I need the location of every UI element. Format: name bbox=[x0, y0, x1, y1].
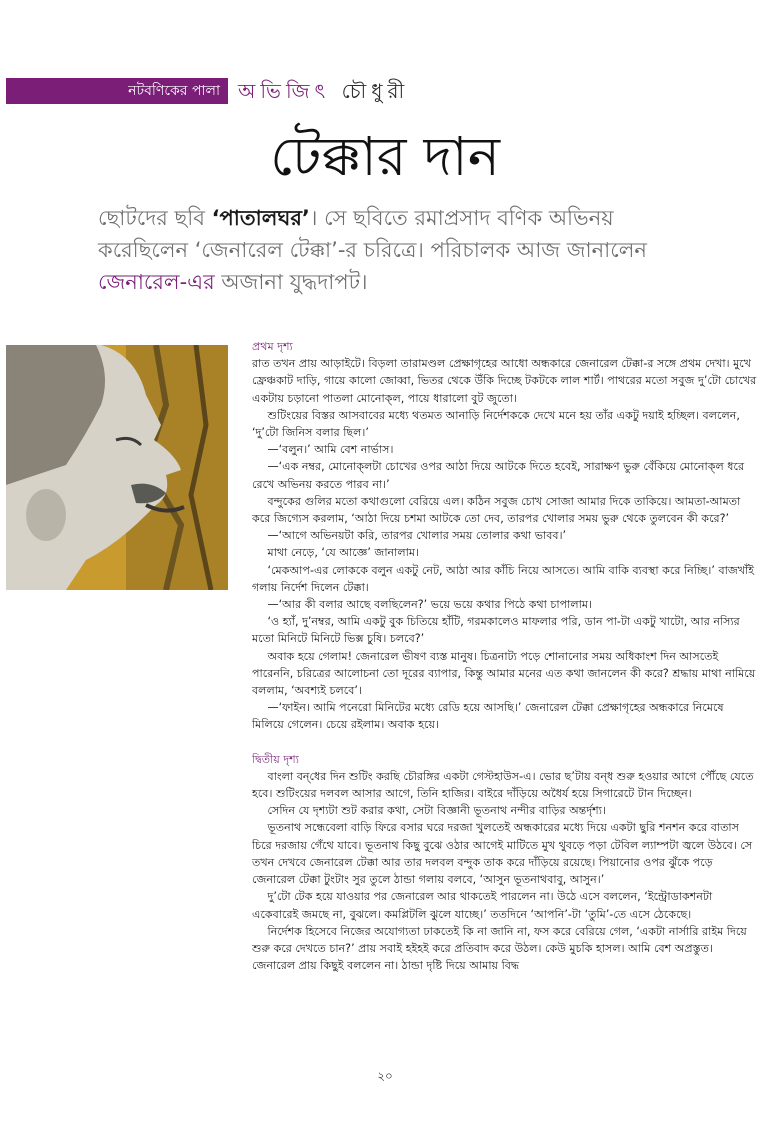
standfirst-line-2: করেছিলেন ‘জেনারেল টেক্কা’-র চরিত্রে। পরিচালক আজ জানালেন bbox=[98, 238, 647, 262]
standfirst-line-1 bbox=[98, 202, 748, 234]
paragraph: বাংলা বন্‌ধের দিন শুটিং করছি চৌরঙ্গির একটা গেস্টহাউস-এ। ভোর ছ’টায় বন্‌ধ শুরু হওয়ার আগে পৌঁছে যেতে হবে। শুটিংয়ের দলবল আসার আগে, তিনি হাজির। বাইরে দাঁড়িয়ে অধৈর্য হয়ে সিগারেটে টান দিচ্ছেন। bbox=[252, 769, 754, 801]
scene-gap bbox=[252, 734, 757, 751]
paragraph: —‘এক নম্বর, মোনোক্‌লটা চোখের ওপর আঠা দিয়ে আটকে দিতে হবেই, সারাক্ষণ ভুরু বেঁকিয়ে মোনোক্‌ল ধরে রেখে অভিনয় করতে পারব না।’ bbox=[252, 460, 745, 491]
article-body bbox=[252, 338, 757, 974]
standfirst bbox=[98, 202, 748, 298]
page-number: ২০ bbox=[377, 1069, 393, 1083]
paragraph: —‘বলুন।’ আমি বেশ নার্ভাস। bbox=[267, 443, 394, 457]
paragraph: মাথা নেড়ে, ‘যে আজ্ঞে’ জানালাম। bbox=[267, 546, 419, 560]
standfirst-text: । সে ছবিতে রমাপ্রসাদ বণিক অভিনয় bbox=[309, 206, 614, 230]
paragraph: —‘আগে অভিনয়টা করি, তারপর খোলার সময় তোলার কথা ভাবব।’ bbox=[267, 529, 567, 543]
scene-heading: দ্বিতীয় দৃশ্য bbox=[252, 752, 299, 766]
author-byline bbox=[238, 78, 409, 104]
paragraph: দু’টো টেক হয়ে যাওয়ার পর জেনারেল আর থাকতেই পারলেন না। উঠে এসে বললেন, ‘ইন্ট্রোডাকশনটা একেবারেই জমছে না, বুঝলে। কমপ্লিটলি ঝুলে যাচ্ছে।’ ততদিনে ‘আপনি’-টা ‘তুমি’-তে এসে ঠেকেছে। bbox=[252, 890, 713, 921]
paragraph: নির্দেশক হিসেবে নিজের অযোগ্যতা ঢাকতেই কি না জানি না, ফস করে বেরিয়ে গেল, ‘একটা নার্সারি রাইম দিয়ে শুরু করে দেখতে চান?’ প্রায় সবাই হইহই করে প্রতিবাদ করে উঠল। কেউ মুচকি হাসল। আমি বেশ অপ্রস্তুত। জেনারেল প্রায় কিছুই বললেন না। ঠান্ডা দৃষ্টি দিয়ে আমায় বিদ্ধ bbox=[252, 924, 747, 973]
section-kicker: নটবণিকের পালা bbox=[6, 78, 228, 104]
author-first-name: অভিজিৎ bbox=[238, 79, 331, 103]
paragraph: —‘আর কী বলার আছে বলছিলেন?’ ভয়ে ভয়ে কথার পিঠে কথা চাপালাম। bbox=[267, 598, 592, 612]
paragraph: সেদিন যে দৃশ্যটা শুট করার কথা, সেটা বিজ্ঞানী ভূতনাথ নন্দীর বাড়ির অন্তর্দৃশ্য। bbox=[267, 804, 606, 818]
paragraph: ‘ও হ্যাঁ, দু’নম্বর, আমি একটু বুক চিতিয়ে হাঁটি, গরমকালেও মাফলার পরি, ডান পা-টা একটু খাটো, আর নস্যির মতো মিনিটে মিনিটে ভিক্স চুষি। চলবে?’ bbox=[252, 615, 740, 646]
paragraph: ভূতনাথ সন্ধেবেলা বাড়ি ফিরে বসার ঘরে দরজা খুলতেই অন্ধকারের মধ্যে দিয়ে একটা ছুরি শনশন করে বাতাস চিরে দরজায় গেঁথে যাবে। ভূতনাথ কিছু বুঝে ওঠার আগেই মাটিতে মুখ থুবড়ে পড়া টেবিল ল্যাম্পটা জ্বলে উঠবে। সে তখন দেখবে জেনারেল টেক্কা আর তার দলবল বন্দুক তাক করে দাঁড়িয়ে রয়েছে। পিয়ানোর ওপর ঝুঁকে পড়ে জেনারেল টেক্কা টুংটাং সুর তুলে ঠান্ডা গলায় বলবে, ‘আসুন ভূতনাথবাবু, আসুন।’ bbox=[252, 821, 753, 887]
standfirst-highlight: জেনারেল-এর bbox=[98, 270, 215, 294]
paragraph: বন্দুকের গুলির মতো কথাগুলো বেরিয়ে এল। কঠিন সবুজ চোখ সোজা আমার দিকে তাকিয়ে। আমতা-আমতা করে জিগ্যেস করলাম, ‘আঠা দিয়ে চশমা আটকে তো দেব, তারপর খোলার সময় ভুরু থেকে তুলবেন কী করে?’ bbox=[252, 494, 741, 526]
portrait-illustration bbox=[6, 345, 228, 590]
article-title: টেক্কার দান bbox=[270, 125, 500, 188]
paragraph: —‘ফাইন। আমি পনেরো মিনিটের মধ্যে রেডি হয়ে আসছি।’ জেনারেল টেক্কা প্রেক্ষাগৃহের অন্ধকারে নিমেষে মিলিয়ে গেলেন। চেয়ে রইলাম। অবাক হয়ে। bbox=[252, 701, 724, 732]
paragraph: শুটিংয়ের বিস্তর আসবাবের মধ্যে থতমত আনাড়ি নির্দেশককে দেখে মনে হয় তাঁর একটু দয়াই হচ্ছিল। বললেন, ‘দু’টো জিনিস বলার ছিল।’ bbox=[252, 408, 740, 440]
paragraph: অবাক হয়ে গেলাম! জেনারেল ভীষণ ব্যস্ত মানুষ। চিত্রনাট্য পড়ে শোনানোর সময় অধিকাংশ দিন আসতেই পারেননি, চরিত্রের আলোচনা তো দূরের ব্যাপার, কিন্তু আমার মনের এত কথা জানলেন কী করে? শ্রদ্ধায় মাথা নামিয়ে বললাম, ‘অবশ্যই চলবে’। bbox=[252, 649, 756, 698]
author-last-name: চৌধুরী bbox=[341, 79, 410, 103]
paragraph: ‘মেকআপ-এর লোককে বলুন একটু নেট, আঠা আর কাঁচি নিয়ে আসতে। আমি বাকি ব্যবস্থা করে নিচ্ছি।’ বাজখাঁই গলায় নির্দেশ দিলেন টেক্কা। bbox=[252, 563, 755, 594]
standfirst-text: অজানা যুদ্ধদাপট। bbox=[214, 270, 368, 294]
scene-heading: প্রথম দৃশ্য bbox=[252, 340, 293, 353]
standfirst-text: ছোটদের ছবি bbox=[98, 206, 212, 230]
paragraph: রাত তখন প্রায় আড়াইটে। বিড়লা তারামণ্ডল প্রেক্ষাগৃহের আধো অন্ধকারে জেনারেল টেক্কা-র সঙ্গে প্রথম দেখা। মুখে ফ্রেঞ্চকাট দাড়ি, গায়ে কালো জোব্বা, ভিতর থেকে উঁকি দিচ্ছে টকটকে লাল শার্ট। পাথরের মতো সবুজ দু’টো চোখের একটায় চড়ানো পাতলা মোনোক্‌ল, পায়ে ধারালো বুট জুতো। bbox=[252, 357, 757, 405]
actor-portrait-photo bbox=[6, 345, 228, 590]
standfirst-line-3 bbox=[98, 266, 748, 298]
film-title: ‘পাতালঘর’ bbox=[211, 206, 310, 230]
